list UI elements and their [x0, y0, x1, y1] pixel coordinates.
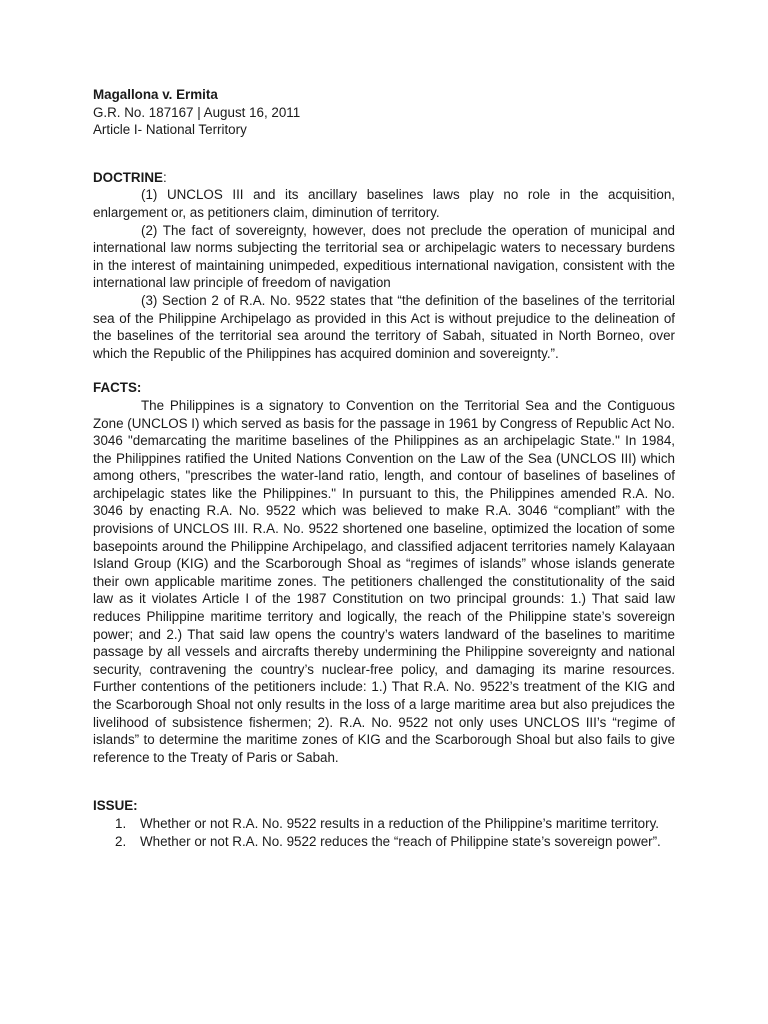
doctrine-paragraph-1: (1) UNCLOS III and its ancillary baselines laws play no role in the acquisition, enlargement or, as petitioners claim, diminution of territory.: [93, 187, 675, 220]
doctrine-paragraph-2: (2) The fact of sovereignty, however, does not preclude the operation of municipal and international law norms subjecting the territorial sea or archipelagic waters to necessary burdens in the interest of maintaining unimpeded, expeditious international navigation, consistent with the international law principle of freedom of navigation: [93, 222, 675, 291]
doctrine-heading-label: DOCTRINE: [93, 169, 163, 185]
issue-text-1: Whether or not R.A. No. 9522 results in a reduction of the Philippine’s maritime territory.: [140, 815, 659, 831]
facts-paragraph: The Philippines is a signatory to Convention on the Territorial Sea and the Contiguous Zone (UNCLOS I) which served as basis for the passage in 1961 by Congress of Republic Act No. 3046 "demarcating the maritime baselines of the Philippines as an archipelagic State." In 1984, the Philippines ratified the United Nations Convention on the Law of the Sea (UNCLOS III) which among others, "prescribes the water-land ratio, length, and contour of baselines of baselines of archipelagic states like the Philippines." In pursuant to this, the Philippines amended R.A. No. 3046 by enacting R.A. No. 9522 which was believed to make R.A. 3046 “compliant” with the provisions of UNCLOS III. R.A. No. 9522 shortened one baseline, optimized the location of some basepoints around the Philippine Archipelago, and classified adjacent territories namely Kalayaan Island Group (KIG) and the Scarborough Shoal as “regimes of islands” whose islands generate their own applicable maritime zones. The petitioners challenged the constitutionality of the said law as it violates Article I of the 1987 Constitution on two principal grounds: 1.) That said law reduces Philippine maritime territory and logically, the reach of the Philippine state’s sovereign power; and 2.) That said law opens the country’s waters landward of the baselines to maritime passage by all vessels and aircrafts thereby undermining the Philippine sovereignty and national security, contravening the country’s nuclear-free policy, and damaging its marine resources. Further contentions of the petitioners include: 1.) That R.A. No. 9522’s treatment of the KIG and the Scarborough Shoal not only results in the loss of a large maritime area but also prejudices the livelihood of subsistence fishermen; 2). R.A. No. 9522 not only uses UNCLOS III’s “regime of islands” to determine the maritime zones of KIG and the Scarborough Shoal but also fails to give reference to the Treaty of Paris or Sabah.: [93, 397, 675, 765]
doctrine-heading-colon: :: [162, 169, 167, 185]
issue-heading: ISSUE:: [93, 798, 138, 814]
case-title: Magallona v. Ermita: [93, 87, 218, 102]
issue-item-1: [93, 815, 675, 833]
case-number: G.R. No. 187167 | August 16, 2011: [93, 104, 301, 120]
spacer: [93, 362, 675, 379]
doctrine-paragraph-3: (3) Section 2 of R.A. No. 9522 states that “the definition of the baselines of the territorial sea of the Philippine Archipelago as provided in this Act is without prejudice to the delineation of the baselines of the territorial sea around the territory of Sabah, situated in North Borneo, over which the Republic of the Philippines has acquired dominion and sovereignty.”.: [93, 292, 675, 361]
doctrine-heading: [93, 169, 675, 187]
issue-text-2: Whether or not R.A. No. 9522 reduces the “reach of Philippine state’s sovereign power”.: [140, 833, 661, 849]
document-page: [93, 86, 675, 850]
facts-heading: FACTS:: [93, 380, 142, 396]
issue-number-1: 1.: [115, 815, 127, 831]
issue-list: [93, 815, 675, 850]
spacer: [93, 766, 675, 797]
spacer: [93, 139, 675, 169]
issue-number-2: 2.: [115, 833, 127, 849]
issue-item-2: [93, 833, 675, 851]
case-topic: Article I- National Territory: [93, 122, 247, 138]
